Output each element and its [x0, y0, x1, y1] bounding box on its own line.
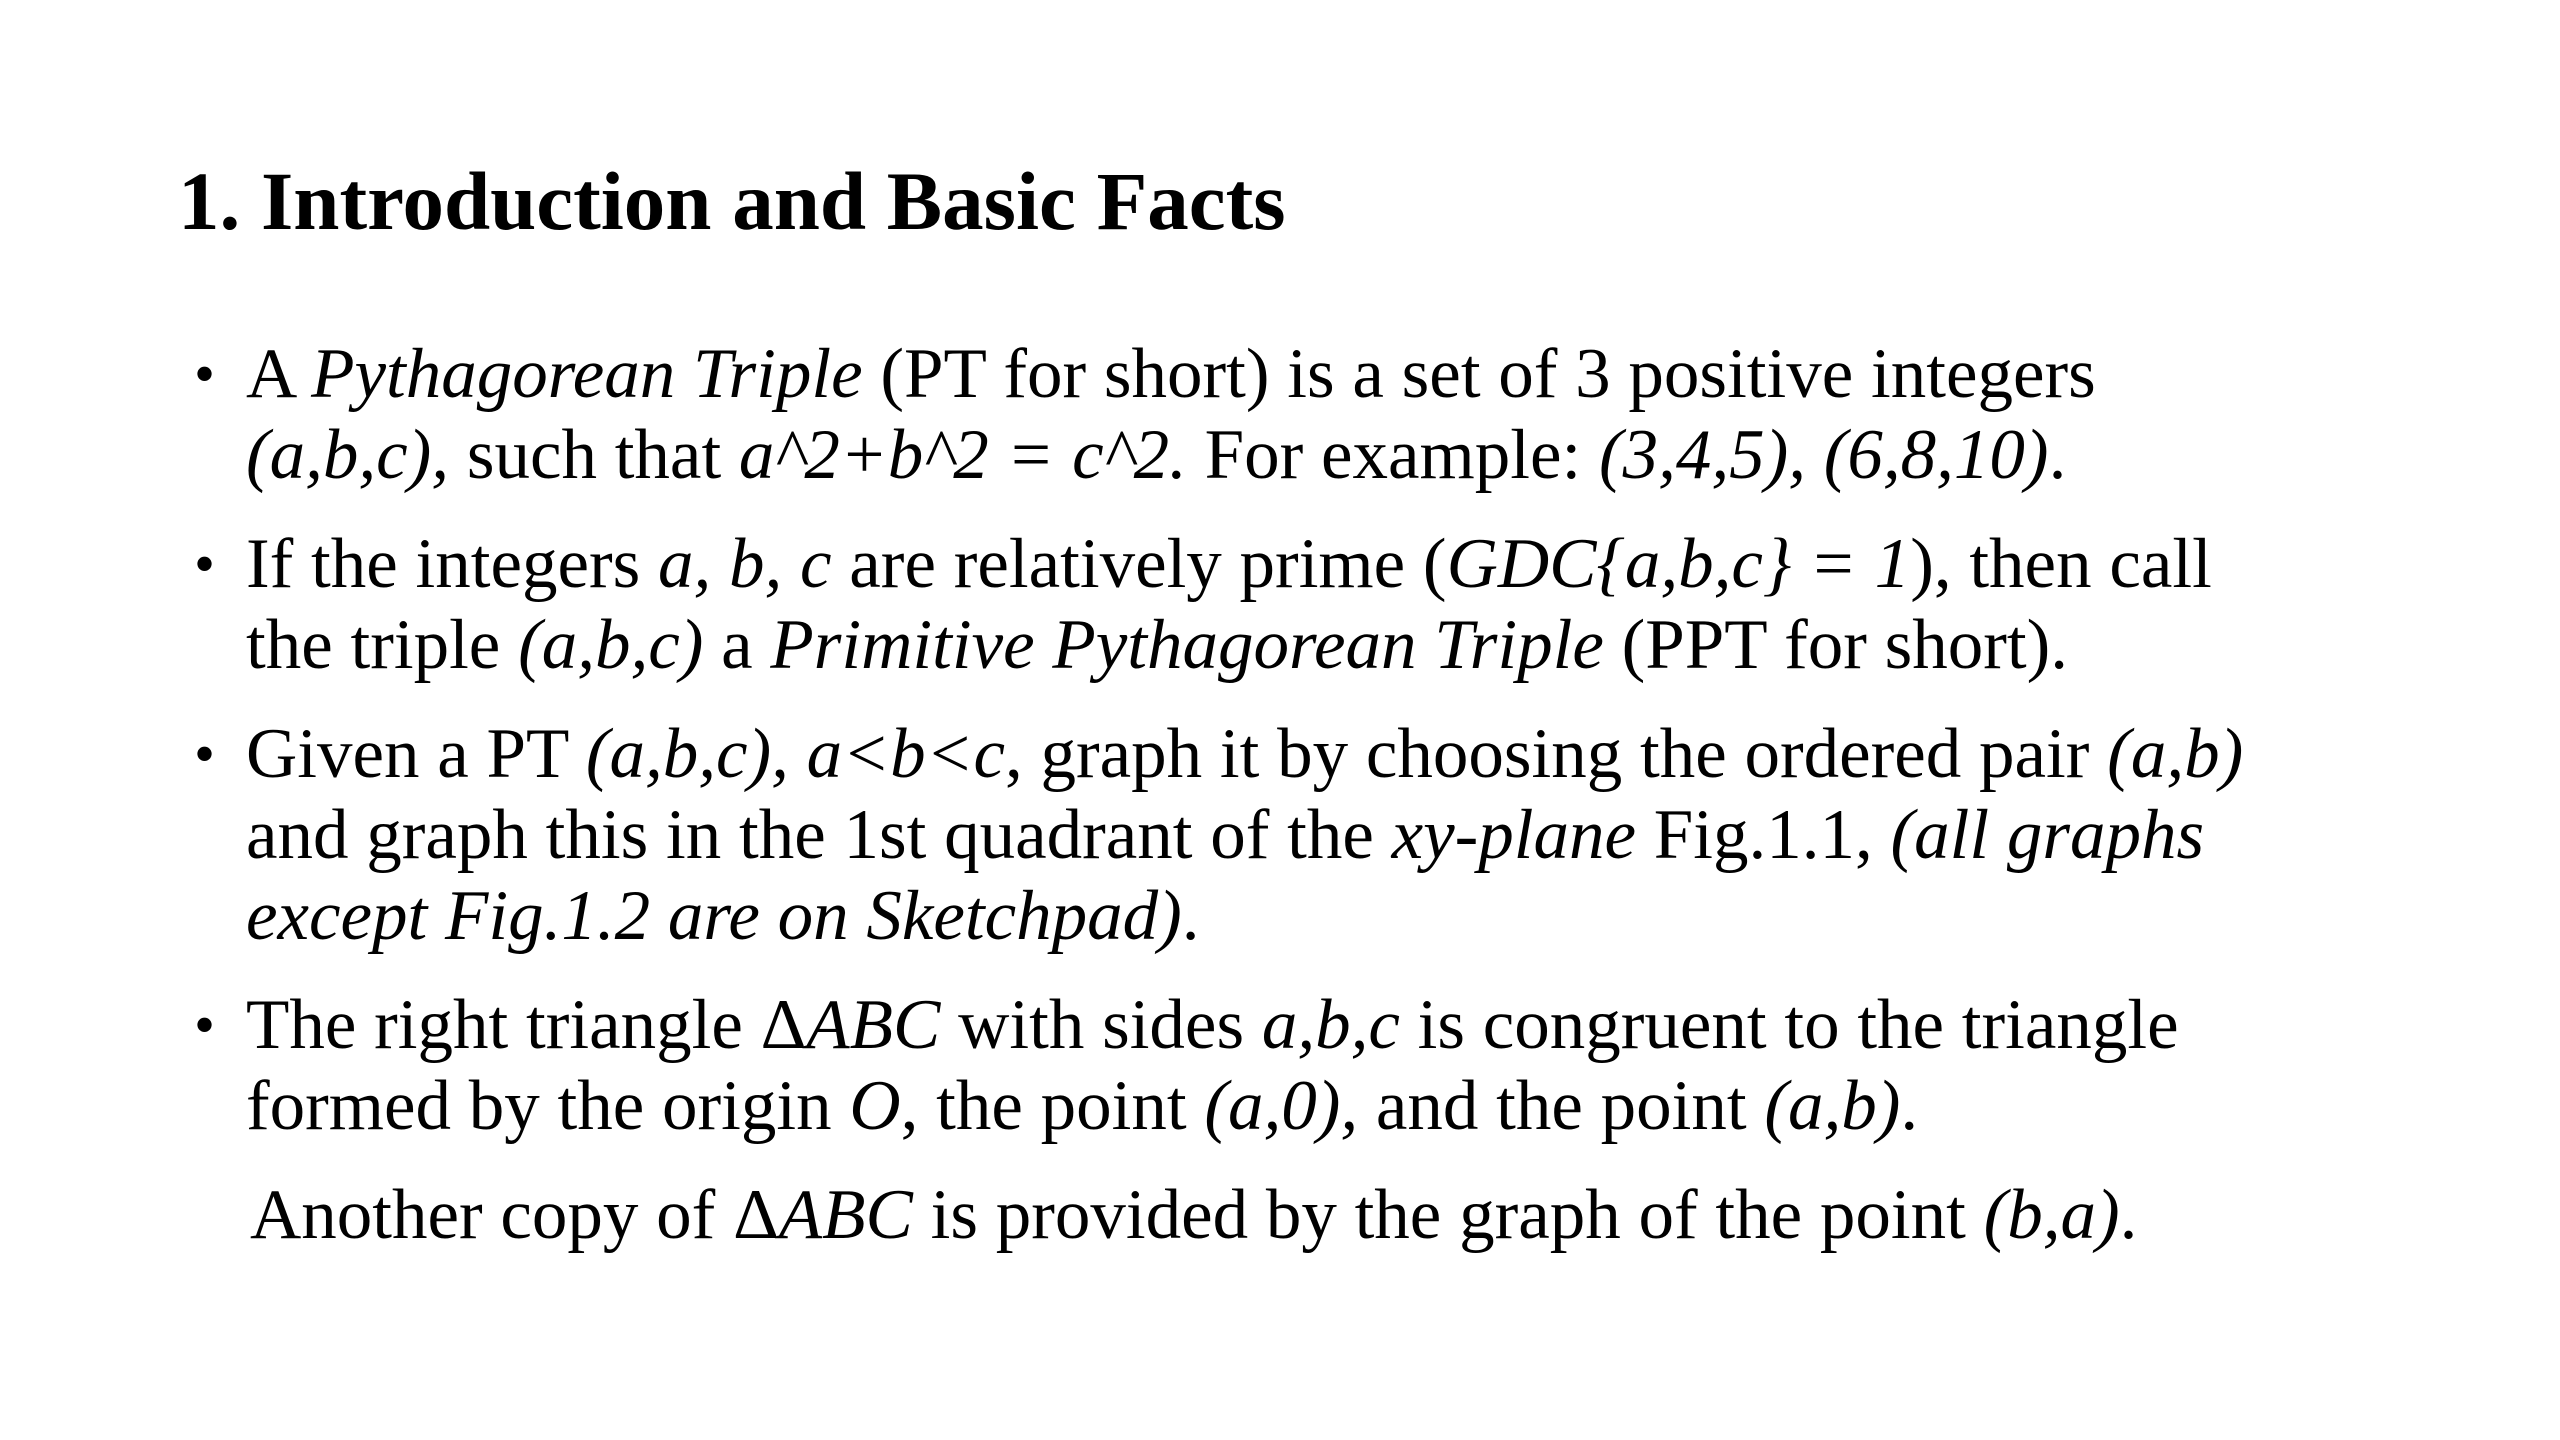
text-run: For example:	[1186, 416, 1599, 494]
paragraph-another-copy	[178, 1175, 2478, 1256]
italic-note: (all graphs	[1890, 796, 2205, 874]
math-run: (a,b,c), a<b<c	[585, 715, 1005, 793]
text-line	[246, 334, 2478, 415]
text-run: (PT for short) is a set of 3 positive integers	[862, 335, 2096, 413]
math-run: (b,a)	[1983, 1176, 2120, 1254]
math-run: ABC	[806, 986, 941, 1064]
text-run: the triple	[246, 606, 519, 684]
math-run: GDC{a,b,c} = 1	[1446, 525, 1911, 603]
text-run: .	[1900, 1067, 1919, 1145]
text-run: Given a PT	[246, 715, 586, 793]
text-line	[250, 1175, 2478, 1256]
math-run: (a,b,c)	[518, 606, 704, 684]
text-run: and graph this in the 1st quadrant of the	[246, 796, 1392, 874]
text-run: , the point	[900, 1067, 1205, 1145]
text-run: and the point	[1358, 1067, 1765, 1145]
text-line	[246, 524, 2478, 605]
text-line	[246, 985, 2478, 1066]
math-run: (a,b)	[2107, 715, 2244, 793]
text-run: is congruent to the triangle	[1399, 986, 2179, 1064]
slide-title: 1. Introduction and Basic Facts	[178, 155, 1286, 247]
text-run: ), then call	[1910, 525, 2212, 603]
bullet-pythagorean-triple-definition	[178, 334, 2478, 496]
text-run: formed by the origin	[246, 1067, 850, 1145]
term-primitive-pythagorean-triple: Primitive Pythagorean Triple	[770, 606, 1604, 684]
math-run: ABC	[778, 1176, 913, 1254]
text-run: .	[2119, 1176, 2138, 1254]
math-run: (a,b,c),	[246, 416, 450, 494]
bullet-dot-icon: •	[194, 992, 216, 1058]
text-run: is provided by the graph of the point	[912, 1176, 1984, 1254]
text-line	[246, 714, 2478, 795]
text-run: If the integers	[246, 525, 659, 603]
math-run: (a,0),	[1204, 1067, 1359, 1145]
bullet-right-triangle-congruence	[178, 985, 2478, 1147]
text-line	[246, 876, 2478, 957]
text-run: such that	[449, 416, 739, 494]
math-examples: (3,4,5), (6,8,10)	[1598, 416, 2049, 494]
math-run: O	[849, 1067, 901, 1145]
text-line	[246, 605, 2478, 686]
text-line	[246, 795, 2478, 876]
text-run: , graph it by choosing the ordered pair	[1005, 715, 2108, 793]
text-run: Fig.1.1,	[1636, 796, 1891, 874]
text-run: The right triangle Δ	[246, 986, 807, 1064]
italic-note: except Fig.1.2 are on Sketchpad)	[246, 877, 1182, 955]
text-line	[246, 415, 2478, 496]
text-run: .	[1181, 877, 1200, 955]
math-equation: a^2+b^2 = c^2.	[738, 416, 1187, 494]
text-run: (PPT for short).	[1603, 606, 2069, 684]
text-run: with sides	[940, 986, 1262, 1064]
bullet-graphing-triple	[178, 714, 2478, 957]
math-run: a, b, c	[658, 525, 832, 603]
math-run: a,b,c	[1261, 986, 1400, 1064]
bullet-dot-icon: •	[194, 721, 216, 787]
bullet-dot-icon: •	[194, 531, 216, 597]
text-run: are relatively prime (	[831, 525, 1447, 603]
bullet-list	[178, 334, 2478, 1256]
text-run: .	[2048, 416, 2067, 494]
text-run: a	[703, 606, 771, 684]
math-run: (a,b)	[1764, 1067, 1901, 1145]
text-run: A	[246, 335, 312, 413]
bullet-dot-icon: •	[194, 341, 216, 407]
text-run: Another copy of Δ	[250, 1176, 779, 1254]
term-xy-plane: xy-plane	[1391, 796, 1637, 874]
text-line	[246, 1066, 2478, 1147]
term-pythagorean-triple: Pythagorean Triple	[311, 335, 863, 413]
bullet-primitive-triple-definition	[178, 524, 2478, 686]
